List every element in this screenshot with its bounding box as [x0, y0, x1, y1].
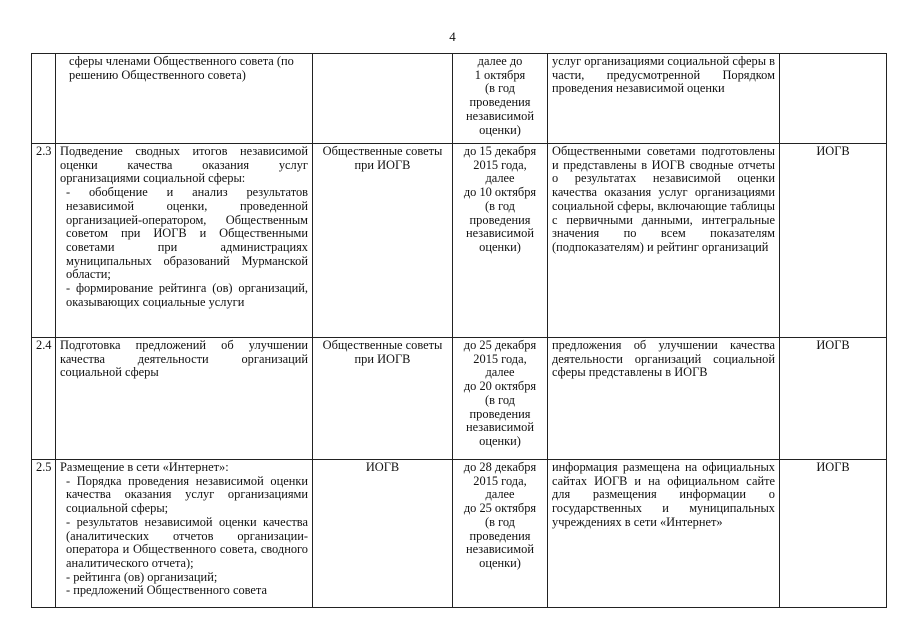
deadline-line: оценки): [479, 433, 521, 448]
row-number: 2.3: [32, 144, 56, 338]
deadline-cell: [453, 460, 548, 608]
table-row: [32, 144, 887, 338]
deadline-line: проведения: [469, 212, 531, 227]
result-text: Общественными советами подготовлены и представлены в ИОГВ сводные отчеты о результатах независимой оценки качества оказания услуг организациями социальной сферы, включающие таблицы с первичными данными, интегральные значения по всем показателям (подпоказателям) и рейтинг организаций: [552, 144, 775, 254]
task-line: сферы членами Общественного совета (по: [69, 54, 294, 68]
deadline-line: независимой: [466, 420, 534, 435]
task-line: Подготовка предложений об улучшении качества деятельности организаций социальной сферы: [60, 338, 308, 380]
deadline-line: проведения: [469, 95, 531, 110]
task-cell: [56, 460, 313, 608]
table-row: [32, 54, 887, 144]
deadline-line: оценки): [479, 239, 521, 254]
responsible-cell: [313, 460, 453, 608]
deadline-line: далее: [485, 487, 515, 502]
table-row: [32, 338, 887, 460]
task-line: - формирование рейтинга (ов) организаций, оказывающих социальные услуги: [66, 281, 308, 309]
row-number: 2.4: [32, 338, 56, 460]
responsible-cell: [313, 144, 453, 338]
task-line: - обобщение и анализ результатов независимой оценки, проведенной организацией-оператором, Общественным советом при ИОГВ и Общественными советами при администрациях муниципальных образований Мурманской области;: [66, 185, 308, 282]
result-cell: [548, 144, 780, 338]
responsible-line: Общественные советы: [322, 338, 443, 352]
control-cell: ИОГВ: [780, 338, 887, 460]
deadline-line: (в год: [485, 392, 515, 407]
deadline-cell: [453, 338, 548, 460]
deadline-line: до 25 октября: [463, 501, 537, 516]
table-row: [32, 460, 887, 608]
deadline-line: проведения: [469, 406, 531, 421]
deadline-line: проведения: [469, 528, 531, 543]
deadline-line: оценки): [479, 555, 521, 570]
responsible-line: Общественные советы: [322, 144, 443, 158]
task-line: решению Общественного совета): [69, 67, 246, 82]
deadline-line: независимой: [466, 542, 534, 557]
result-text: предложения об улучшении качества деятельности организаций социальной сферы представлены в ИОГВ: [552, 338, 775, 380]
task-cell: [56, 54, 313, 144]
deadline-line: (в год: [485, 514, 515, 529]
responsible-cell: [313, 338, 453, 460]
row-number: 2.5: [32, 460, 56, 608]
deadline-line: до 10 октября: [463, 185, 537, 200]
deadline-line: до 25 декабря: [463, 338, 537, 352]
deadline-line: независимой: [466, 226, 534, 241]
row-number: [32, 54, 56, 144]
result-cell: [548, 460, 780, 608]
responsible-line: ИОГВ: [365, 460, 400, 474]
task-line: - рейтинга (ов) организаций;: [66, 569, 218, 584]
deadline-line: далее до: [477, 54, 523, 68]
deadline-line: (в год: [485, 81, 515, 96]
result-cell: [548, 338, 780, 460]
responsible-line: при ИОГВ: [354, 157, 411, 172]
task-line: Размещение в сети «Интернет»:: [60, 460, 229, 474]
control-cell: [780, 54, 887, 144]
deadline-line: далее: [485, 171, 515, 186]
deadline-line: независимой: [466, 108, 534, 123]
deadline-line: (в год: [485, 198, 515, 213]
task-line: - предложений Общественного совета: [66, 583, 268, 598]
deadline-line: 2015 года,: [473, 157, 527, 172]
result-cell: [548, 54, 780, 144]
responsible-cell: [313, 54, 453, 144]
control-cell: ИОГВ: [780, 144, 887, 338]
result-text: информация размещена на официальных сайтах ИОГВ и на официальном сайте для размещения информации о государственных и муниципальных учреждениях в сети «Интернет»: [552, 460, 775, 529]
deadline-line: до 15 декабря: [463, 144, 537, 158]
task-line: Подведение сводных итогов независимой оценки качества оказания услуг организациями социальной сферы:: [60, 144, 308, 186]
task-cell: [56, 338, 313, 460]
deadline-line: далее: [485, 365, 515, 380]
task-line: - Порядка проведения независимой оценки качества оказания услуг организациями социальной сферы;: [66, 473, 308, 516]
task-cell: [56, 144, 313, 338]
page-number: 4: [449, 29, 456, 44]
plan-table: [31, 53, 887, 608]
result-text: услуг организациями социальной сферы в части, предусмотренной Порядком проведения независимой оценки: [552, 54, 776, 96]
control-cell: ИОГВ: [780, 460, 887, 608]
deadline-line: 2015 года,: [473, 473, 527, 488]
deadline-cell: [453, 54, 548, 144]
task-line: - результатов независимой оценки качества (аналитических отчетов организации-оператора и Общественного совета, сводного аналитического отчета);: [66, 514, 308, 570]
deadline-line: до 20 октября: [463, 379, 537, 394]
deadline-cell: [453, 144, 548, 338]
responsible-line: при ИОГВ: [354, 351, 411, 366]
deadline-line: 2015 года,: [473, 351, 527, 366]
deadline-line: оценки): [479, 122, 521, 137]
deadline-line: 1 октября: [474, 67, 526, 82]
deadline-line: до 28 декабря: [463, 460, 537, 474]
